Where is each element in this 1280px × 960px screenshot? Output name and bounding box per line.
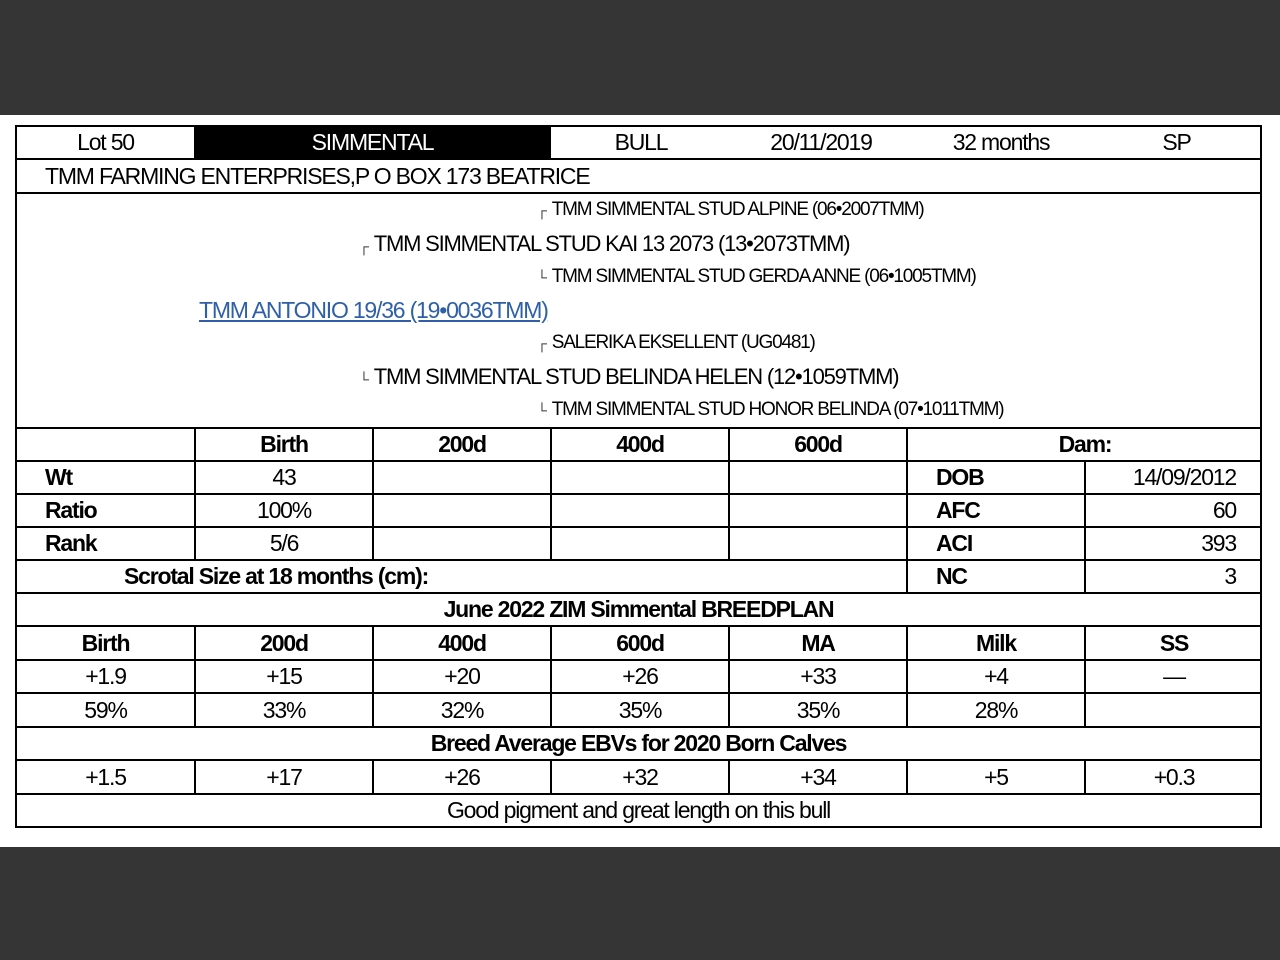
- birth-date: 20/11/2019: [770, 129, 872, 155]
- ebv-value: +26: [550, 661, 728, 692]
- perf-row-label: Rank: [45, 530, 97, 556]
- ebv-row: [17, 661, 1260, 694]
- table-row: [17, 528, 1260, 561]
- dam-label: NC: [906, 561, 1084, 592]
- animal-name-link[interactable]: TMM ANTONIO 19/36 (19•0036TMM): [199, 297, 548, 323]
- perf-col-400d: 400d: [550, 429, 728, 460]
- breed-average-value: +17: [194, 761, 372, 793]
- lot-number: Lot 50: [77, 129, 134, 155]
- breed-average-value: +32: [550, 761, 728, 793]
- ebv-value: —: [1084, 661, 1262, 692]
- perf-value: 43: [194, 462, 372, 493]
- dam-value: 14/09/2012: [1084, 462, 1262, 493]
- perf-value: [372, 462, 550, 493]
- perf-value: [728, 462, 906, 493]
- perf-col-600d: 600d: [728, 429, 906, 460]
- perf-col-birth: Birth: [194, 429, 372, 460]
- accuracy-value: 32%: [372, 694, 550, 726]
- breeder-address: TMM FARMING ENTERPRISES,P O BOX 173 BEATRICE: [45, 162, 590, 189]
- age-label: 32 months: [952, 129, 1050, 155]
- pedigree-sire: ┌ TMM SIMMENTAL STUD KAI 13 2073 (13•2073TMM): [359, 231, 850, 256]
- accuracy-value: 28%: [906, 694, 1084, 726]
- pedigree-dam: └ TMM SIMMENTAL STUD BELINDA HELEN (12•1059TMM): [359, 364, 899, 389]
- breed-label: SIMMENTAL: [194, 127, 551, 158]
- breedplan-title: June 2022 ZIM Simmental BREEDPLAN: [443, 596, 834, 622]
- accuracy-value: 59%: [84, 696, 127, 723]
- breed-average-value: +34: [728, 761, 906, 793]
- accuracy-row: [17, 694, 1260, 728]
- header-row: [17, 127, 1260, 160]
- scrotal-label: Scrotal Size at 18 months (cm):: [124, 563, 429, 589]
- bracket-bottom-icon: └: [359, 371, 368, 387]
- scrotal-row: [17, 561, 1260, 594]
- perf-value: [728, 495, 906, 526]
- bracket-bottom-icon: └: [537, 402, 546, 418]
- ebv-value: +15: [194, 661, 372, 692]
- breedplan-header-row: [17, 627, 1260, 661]
- ebv-col-ma: MA: [728, 627, 906, 659]
- lot-card: [15, 125, 1262, 828]
- ebv-col-ss: SS: [1084, 627, 1262, 659]
- bracket-top-icon: ┌: [537, 335, 546, 351]
- breed-average-value: +26: [372, 761, 550, 793]
- perf-row-label: Wt: [45, 464, 72, 490]
- pedigree-block: [17, 194, 1260, 429]
- code-label: SP: [1162, 129, 1191, 155]
- ebv-value: +20: [372, 661, 550, 692]
- breed-average-row: [17, 761, 1260, 795]
- perf-value: [728, 528, 906, 559]
- ebv-col-birth: Birth: [81, 629, 130, 656]
- comment-row: [17, 795, 1260, 826]
- ebv-col-milk: Milk: [906, 627, 1084, 659]
- pedigree-sire-dam: └ TMM SIMMENTAL STUD GERDA ANNE (06•1005TMM): [537, 266, 976, 287]
- table-row: [17, 495, 1260, 528]
- bracket-top-icon: ┌: [537, 202, 546, 218]
- accuracy-value: 35%: [728, 694, 906, 726]
- bracket-bottom-icon: └: [537, 269, 546, 285]
- perf-value: 100%: [194, 495, 372, 526]
- accuracy-value: [1084, 694, 1262, 726]
- perf-col-200d: 200d: [372, 429, 550, 460]
- breed-average-title: Breed Average EBVs for 2020 Born Calves: [430, 730, 847, 756]
- breed-average-title-row: [17, 728, 1260, 761]
- breedplan-title-row: [17, 594, 1260, 627]
- accuracy-value: 33%: [194, 694, 372, 726]
- dam-value: 393: [1084, 528, 1262, 559]
- perf-value: [372, 528, 550, 559]
- sex-label: BULL: [614, 129, 668, 155]
- ebv-col-600d: 600d: [550, 627, 728, 659]
- dam-label: DOB: [906, 462, 1084, 493]
- ebv-value: +33: [728, 661, 906, 692]
- pedigree-dam-sire: ┌ SALERIKA EKSELLENT (UG0481): [537, 332, 815, 353]
- ebv-col-200d: 200d: [194, 627, 372, 659]
- dam-value: 3: [1084, 561, 1262, 592]
- catalogue-sheet: [0, 115, 1280, 847]
- breed-average-value: +1.5: [85, 763, 126, 790]
- breeder-row: [17, 160, 1260, 194]
- table-row: [17, 462, 1260, 495]
- breed-average-value: +0.3: [1084, 761, 1262, 793]
- dam-label: ACI: [906, 528, 1084, 559]
- ebv-col-400d: 400d: [372, 627, 550, 659]
- pedigree-sire-sire: ┌ TMM SIMMENTAL STUD ALPINE (06•2007TMM): [537, 199, 924, 220]
- breed-average-value: +5: [906, 761, 1084, 793]
- perf-row-label: Ratio: [45, 497, 97, 523]
- perf-value: [550, 495, 728, 526]
- bracket-top-icon: ┌: [359, 238, 368, 254]
- ebv-value: +1.9: [85, 663, 126, 689]
- dam-value: 60: [1084, 495, 1262, 526]
- perf-value: [372, 495, 550, 526]
- pedigree-dam-dam: └ TMM SIMMENTAL STUD HONOR BELINDA (07•1011TMM): [537, 399, 1004, 420]
- dam-title: Dam:: [906, 429, 1262, 460]
- perf-value: [550, 528, 728, 559]
- accuracy-value: 35%: [550, 694, 728, 726]
- ebv-value: +4: [906, 661, 1084, 692]
- perf-value: [550, 462, 728, 493]
- performance-header-row: [17, 429, 1260, 462]
- perf-value: 5/6: [194, 528, 372, 559]
- comment-text: Good pigment and great length on this bull: [446, 797, 831, 823]
- dam-label: AFC: [906, 495, 1084, 526]
